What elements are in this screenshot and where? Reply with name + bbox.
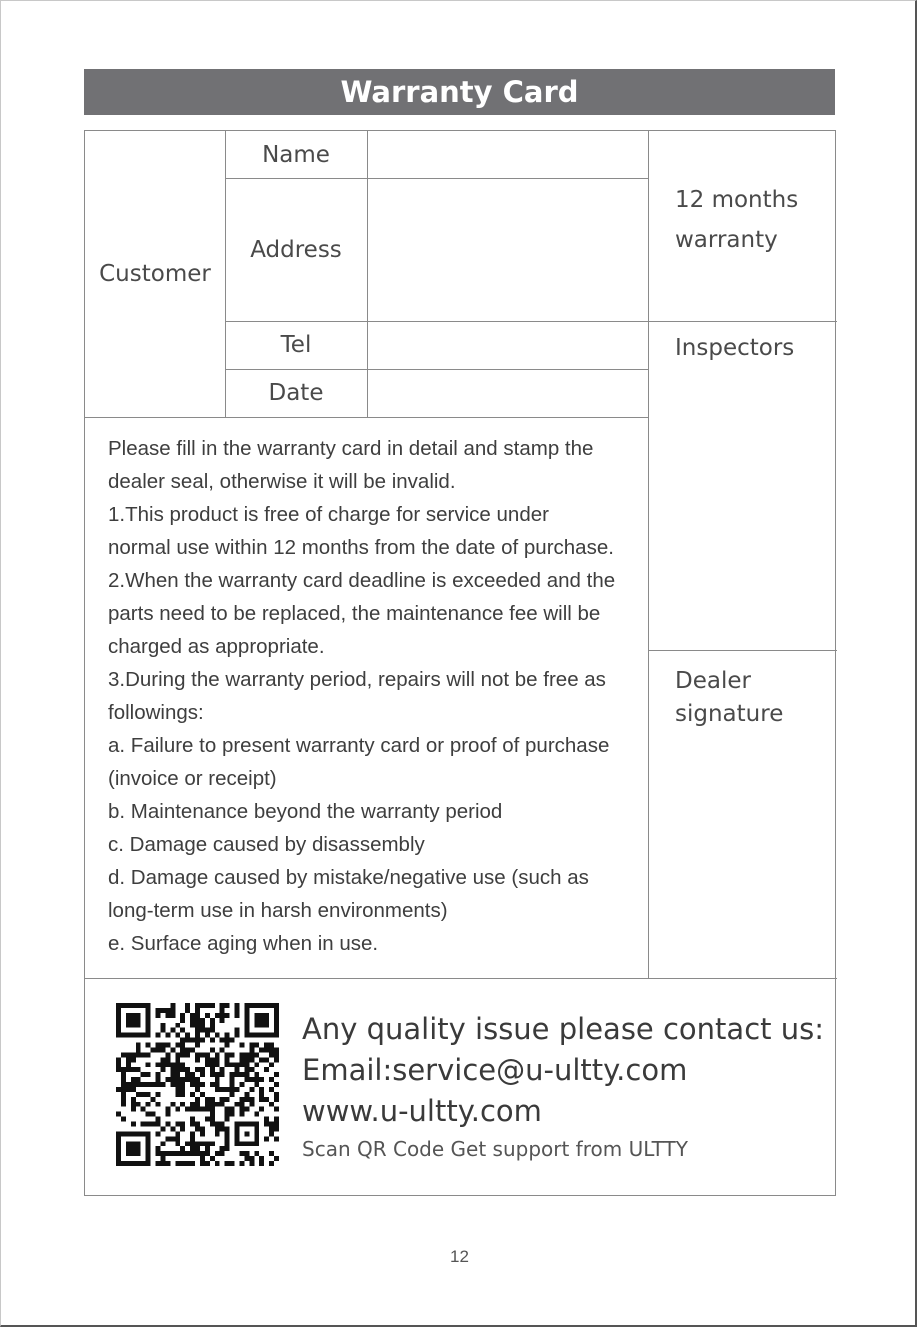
divider [85,417,648,418]
terms-line: c. Damage caused by disassembly [108,833,425,856]
date-field[interactable] [368,370,648,417]
terms-line: 2.When the warranty card deadline is exceeded and the [108,569,616,592]
dealer-signature-line2: signature [675,701,784,727]
terms-line: charged as appropriate. [108,635,325,658]
warranty-terms [108,432,648,960]
contact-info [302,1009,824,1166]
warranty-period-line1: 12 months [675,187,799,213]
divider [648,131,649,978]
divider [85,978,837,979]
name-field[interactable] [368,131,648,178]
warranty-card-title: Warranty Card [84,69,835,115]
inspectors-label: Inspectors [675,335,795,361]
warranty-period-line2: warranty [675,227,778,253]
terms-line: 1.This product is free of charge for service under [108,503,549,526]
name-label: Name [262,141,330,168]
terms-line: a. Failure to present warranty card or proof of purchase [108,734,610,757]
terms-line: (invoice or receipt) [108,767,277,790]
terms-line: 3.During the warranty period, repairs will not be free as [108,668,606,691]
terms-line: b. Maintenance beyond the warranty period [108,800,503,823]
warranty-card-form [84,130,836,1196]
contact-heading: Any quality issue please contact us: [302,1012,824,1046]
support-qr-code [115,1003,280,1166]
page-number: 12 [450,1247,469,1266]
tel-label: Tel [280,332,312,358]
customer-label: Customer [99,261,211,287]
terms-line: followings: [108,701,204,724]
terms-line: normal use within 12 months from the date of purchase. [108,536,614,559]
divider [648,650,837,651]
address-label: Address [250,236,342,263]
website-link[interactable]: www.u-ultty.com [302,1094,542,1128]
support-email[interactable]: Email:service@u-ultty.com [302,1053,688,1087]
tel-field[interactable] [368,322,648,369]
address-field[interactable] [368,179,648,321]
terms-line: e. Surface aging when in use. [108,932,379,955]
terms-line: Please fill in the warranty card in detail and stamp the [108,437,594,460]
scan-qr-note: Scan QR Code Get support from ULTTY [302,1137,688,1161]
terms-line: dealer seal, otherwise it will be invalid. [108,470,456,493]
dealer-signature-line1: Dealer [675,668,751,694]
terms-line: long-term use in harsh environments) [108,899,448,922]
terms-line: parts need to be replaced, the maintenance fee will be [108,602,601,625]
terms-line: d. Damage caused by mistake/negative use (such as [108,866,589,889]
date-label: Date [268,380,324,406]
